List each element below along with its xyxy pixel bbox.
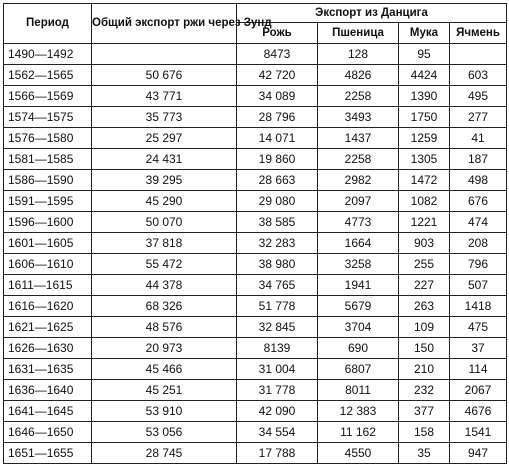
- cell-flour: 263: [399, 296, 450, 317]
- cell-barley: 498: [450, 170, 507, 191]
- table-row: [4, 338, 507, 359]
- cell-total-export: 37 818: [92, 233, 237, 254]
- cell-flour: 377: [399, 401, 450, 422]
- table-body: [4, 44, 507, 464]
- cell-wheat: 1664: [318, 233, 399, 254]
- cell-total-export: 43 771: [92, 86, 237, 107]
- cell-total-export: 50 676: [92, 65, 237, 86]
- cell-barley: 208: [450, 233, 507, 254]
- cell-barley: 495: [450, 86, 507, 107]
- cell-total-export: 25 297: [92, 128, 237, 149]
- cell-total-export: 45 466: [92, 359, 237, 380]
- cell-rye: 51 778: [237, 296, 318, 317]
- cell-rye: 31 778: [237, 380, 318, 401]
- grain-export-table: [3, 3, 507, 464]
- cell-period: 1626—1630: [4, 338, 92, 359]
- cell-total-export: 28 745: [92, 443, 237, 464]
- table-row: [4, 233, 507, 254]
- cell-barley: 603: [450, 65, 507, 86]
- cell-total-export: 68 326: [92, 296, 237, 317]
- cell-flour: 158: [399, 422, 450, 443]
- cell-period: 1646—1650: [4, 422, 92, 443]
- table-row: [4, 191, 507, 212]
- cell-total-export: 45 290: [92, 191, 237, 212]
- table-row: [4, 128, 507, 149]
- table-row: [4, 380, 507, 401]
- cell-wheat: 3258: [318, 254, 399, 275]
- cell-period: 1641—1645: [4, 401, 92, 422]
- cell-wheat: 1941: [318, 275, 399, 296]
- header-period: Период: [4, 4, 92, 44]
- cell-rye: 34 089: [237, 86, 318, 107]
- cell-barley: 187: [450, 149, 507, 170]
- cell-wheat: 128: [318, 44, 399, 65]
- table-row: [4, 65, 507, 86]
- table-row: [4, 107, 507, 128]
- cell-rye: 38 585: [237, 212, 318, 233]
- cell-barley: 474: [450, 212, 507, 233]
- table-row: [4, 401, 507, 422]
- table-header: [4, 4, 507, 44]
- cell-period: 1651—1655: [4, 443, 92, 464]
- cell-total-export: 55 472: [92, 254, 237, 275]
- cell-barley: 114: [450, 359, 507, 380]
- cell-rye: 34 554: [237, 422, 318, 443]
- cell-wheat: 1437: [318, 128, 399, 149]
- cell-barley: 277: [450, 107, 507, 128]
- table-row: [4, 296, 507, 317]
- cell-wheat: 8011: [318, 380, 399, 401]
- cell-flour: 210: [399, 359, 450, 380]
- cell-barley: 947: [450, 443, 507, 464]
- cell-rye: 19 860: [237, 149, 318, 170]
- cell-wheat: 5679: [318, 296, 399, 317]
- cell-rye: 34 765: [237, 275, 318, 296]
- cell-barley: [450, 44, 507, 65]
- table-row: [4, 86, 507, 107]
- cell-flour: 150: [399, 338, 450, 359]
- cell-wheat: 3493: [318, 107, 399, 128]
- table-row: [4, 44, 507, 65]
- cell-rye: 29 080: [237, 191, 318, 212]
- cell-barley: 41: [450, 128, 507, 149]
- cell-total-export: 53 910: [92, 401, 237, 422]
- table-row: [4, 254, 507, 275]
- cell-barley: 796: [450, 254, 507, 275]
- header-rye: Рожь: [237, 23, 318, 44]
- cell-total-export: 35 773: [92, 107, 237, 128]
- cell-wheat: 11 162: [318, 422, 399, 443]
- cell-rye: 42 090: [237, 401, 318, 422]
- header-barley: Ячмень: [450, 23, 507, 44]
- cell-total-export: 20 973: [92, 338, 237, 359]
- cell-rye: 8473: [237, 44, 318, 65]
- cell-flour: 1750: [399, 107, 450, 128]
- cell-total-export: 39 295: [92, 170, 237, 191]
- cell-flour: 1305: [399, 149, 450, 170]
- cell-flour: 35: [399, 443, 450, 464]
- cell-period: 1490—1492: [4, 44, 92, 65]
- cell-period: 1611—1615: [4, 275, 92, 296]
- cell-total-export: 24 431: [92, 149, 237, 170]
- cell-barley: 2067: [450, 380, 507, 401]
- cell-total-export: 50 070: [92, 212, 237, 233]
- cell-rye: 17 788: [237, 443, 318, 464]
- cell-barley: 1541: [450, 422, 507, 443]
- cell-rye: 8139: [237, 338, 318, 359]
- cell-rye: 32 845: [237, 317, 318, 338]
- cell-wheat: 2097: [318, 191, 399, 212]
- cell-barley: 1418: [450, 296, 507, 317]
- cell-rye: 38 980: [237, 254, 318, 275]
- header-wheat: Пшеница: [318, 23, 399, 44]
- cell-period: 1601—1605: [4, 233, 92, 254]
- cell-period: 1581—1585: [4, 149, 92, 170]
- cell-wheat: 4550: [318, 443, 399, 464]
- header-total-export: Общий экспорт ржи через Зунд: [92, 4, 237, 44]
- cell-period: 1574—1575: [4, 107, 92, 128]
- cell-barley: 507: [450, 275, 507, 296]
- table-row: [4, 275, 507, 296]
- cell-wheat: 2258: [318, 149, 399, 170]
- cell-flour: 95: [399, 44, 450, 65]
- cell-barley: 475: [450, 317, 507, 338]
- cell-period: 1616—1620: [4, 296, 92, 317]
- cell-rye: 32 283: [237, 233, 318, 254]
- cell-period: 1596—1600: [4, 212, 92, 233]
- cell-wheat: 6807: [318, 359, 399, 380]
- cell-period: 1576—1580: [4, 128, 92, 149]
- cell-period: 1562—1565: [4, 65, 92, 86]
- cell-wheat: 4826: [318, 65, 399, 86]
- cell-total-export: 45 251: [92, 380, 237, 401]
- cell-rye: 14 071: [237, 128, 318, 149]
- header-row-top: [4, 4, 507, 23]
- table-row: [4, 170, 507, 191]
- cell-wheat: 2982: [318, 170, 399, 191]
- cell-total-export: [92, 44, 237, 65]
- header-flour: Мука: [399, 23, 450, 44]
- cell-barley: 37: [450, 338, 507, 359]
- table-row: [4, 317, 507, 338]
- cell-flour: 227: [399, 275, 450, 296]
- header-danzig-export: Экспорт из Данцига: [237, 4, 507, 23]
- cell-wheat: 3704: [318, 317, 399, 338]
- cell-flour: 1472: [399, 170, 450, 191]
- cell-total-export: 53 056: [92, 422, 237, 443]
- cell-barley: 4676: [450, 401, 507, 422]
- cell-period: 1621—1625: [4, 317, 92, 338]
- cell-total-export: 44 378: [92, 275, 237, 296]
- cell-period: 1566—1569: [4, 86, 92, 107]
- cell-wheat: 2258: [318, 86, 399, 107]
- table-row: [4, 422, 507, 443]
- cell-flour: 255: [399, 254, 450, 275]
- cell-flour: 1390: [399, 86, 450, 107]
- cell-flour: 109: [399, 317, 450, 338]
- cell-wheat: 4773: [318, 212, 399, 233]
- table-row: [4, 359, 507, 380]
- cell-wheat: 690: [318, 338, 399, 359]
- cell-total-export: 48 576: [92, 317, 237, 338]
- cell-flour: 903: [399, 233, 450, 254]
- cell-flour: 1259: [399, 128, 450, 149]
- cell-period: 1586—1590: [4, 170, 92, 191]
- cell-rye: 28 796: [237, 107, 318, 128]
- table-row: [4, 212, 507, 233]
- cell-flour: 1082: [399, 191, 450, 212]
- table-row: [4, 443, 507, 464]
- cell-flour: 1221: [399, 212, 450, 233]
- cell-rye: 42 720: [237, 65, 318, 86]
- cell-flour: 4424: [399, 65, 450, 86]
- cell-period: 1591—1595: [4, 191, 92, 212]
- cell-rye: 28 663: [237, 170, 318, 191]
- cell-barley: 676: [450, 191, 507, 212]
- cell-flour: 232: [399, 380, 450, 401]
- cell-period: 1636—1640: [4, 380, 92, 401]
- cell-rye: 31 004: [237, 359, 318, 380]
- cell-period: 1631—1635: [4, 359, 92, 380]
- cell-period: 1606—1610: [4, 254, 92, 275]
- table-row: [4, 149, 507, 170]
- cell-wheat: 12 383: [318, 401, 399, 422]
